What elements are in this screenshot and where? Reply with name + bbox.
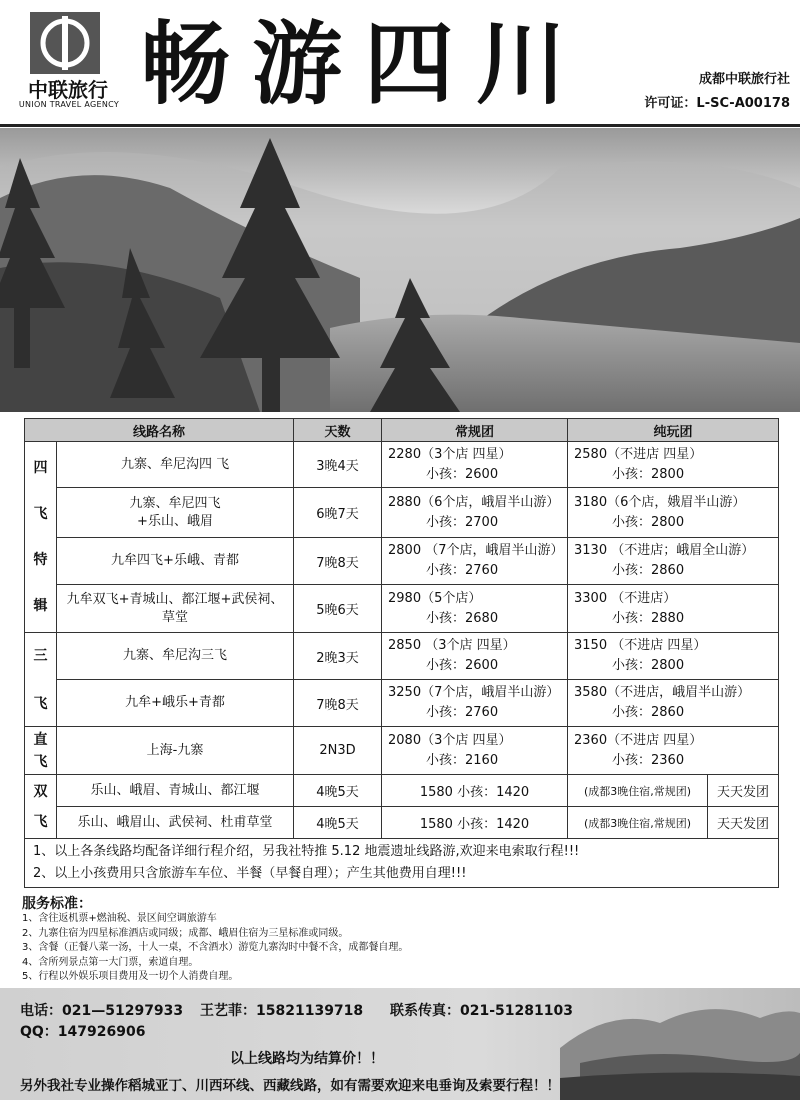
services-list	[22, 912, 782, 985]
pure-price: (成都3晚住宿,常规团)	[568, 807, 708, 839]
route-days: 2N3D	[294, 727, 382, 775]
col-route: 线路名称	[25, 419, 294, 442]
table-header-row	[25, 419, 779, 442]
col-pure: 纯玩团	[568, 419, 779, 442]
regular-price: 1580 小孩：1420	[382, 775, 568, 807]
route-name: 九寨、牟尼沟三飞	[57, 633, 294, 680]
regular-price: 2800 （7个店，峨眉半山游） 小孩：2760	[382, 538, 568, 585]
pure-price: 3300 （不进店） 小孩：2880	[568, 585, 779, 633]
agency-name: 成都中联旅行社	[698, 72, 790, 87]
departure-note: 天天发团	[708, 807, 779, 839]
table-row	[25, 442, 779, 488]
settlement-note: 以上线路均为结算价！！	[230, 1051, 384, 1067]
group-label: 双 飞	[25, 775, 57, 839]
pure-price: 2360（不进店 四星） 小孩：2360	[568, 727, 779, 775]
contact-person: 王艺菲：15821139718	[200, 1003, 364, 1019]
table-notes-row	[25, 839, 779, 888]
qq: QQ：147926906	[20, 1024, 146, 1040]
group-label: 三 飞	[25, 633, 57, 727]
route-days: 4晚5天	[294, 807, 382, 839]
page-title: 畅游四川	[140, 11, 588, 117]
table-row	[25, 680, 779, 727]
route-days: 5晚6天	[294, 585, 382, 633]
route-table	[24, 418, 779, 888]
departure-note: 天天发团	[708, 775, 779, 807]
scenic-photo	[0, 128, 800, 412]
route-name: 九牟双飞+青城山、都江堰+武侯祠、 草堂	[57, 585, 294, 633]
route-name: 九寨、牟尼沟四 飞	[57, 442, 294, 488]
group-label: 四 飞 特 辑	[25, 442, 57, 633]
regular-price: 2850 （3个店 四星） 小孩：2600	[382, 633, 568, 680]
regular-price: 2880（6个店，峨眉半山游） 小孩：2700	[382, 488, 568, 538]
pure-price: 3150 （不进店 四星） 小孩：2800	[568, 633, 779, 680]
footer	[0, 988, 800, 1100]
table-row	[25, 585, 779, 633]
table-row	[25, 538, 779, 585]
footer-mountain-image	[560, 988, 800, 1100]
pure-price: 2580（不进店 四星） 小孩：2800	[568, 442, 779, 488]
regular-price: 2080（3个店 四星） 小孩：2160	[382, 727, 568, 775]
route-name: 乐山、峨眉山、武侯祠、杜甫草堂	[57, 807, 294, 839]
table-row	[25, 775, 779, 807]
route-name: 乐山、峨眉、青城山、都江堰	[57, 775, 294, 807]
group-label: 直 飞	[25, 727, 57, 775]
note-line: 2、以上小孩费用只含旅游车车位、半餐（早餐自理）；产生其他费用自理!!!	[33, 866, 467, 881]
license-number: 许可证：L-SC-A00178	[644, 96, 790, 111]
route-days: 2晚3天	[294, 633, 382, 680]
col-regular: 常规团	[382, 419, 568, 442]
route-name: 九牟四飞+乐峨、青都	[57, 538, 294, 585]
route-name: 上海-九寨	[57, 727, 294, 775]
phone: 电话：021—51297933	[20, 1003, 184, 1019]
logo-subtitle: UNION TRAVEL AGENCY	[18, 100, 120, 109]
regular-price: 2980（5个店） 小孩：2680	[382, 585, 568, 633]
route-days: 3晚4天	[294, 442, 382, 488]
pure-price: 3580（不进店，峨眉半山游） 小孩：2860	[568, 680, 779, 727]
table-notes	[25, 839, 779, 888]
extra-routes-note: 另外我社专业操作稻城亚丁、川西环线、西藏线路，如有需要欢迎来电垂询及索要行程！！	[20, 1078, 560, 1094]
services-title: 服务标准：	[22, 896, 92, 912]
fax: 联系传真：021-51281103	[390, 1003, 573, 1019]
list-item: 4、含所列景点第一大门票，索道自理。	[22, 956, 199, 968]
route-days: 7晚8天	[294, 680, 382, 727]
table-row	[25, 727, 779, 775]
list-item: 2、九寨住宿为四星标准酒店或同级；成都、峨眉住宿为三星标准或同级。	[22, 927, 349, 939]
route-days: 6晚7天	[294, 488, 382, 538]
col-days: 天数	[294, 419, 382, 442]
list-item: 5、行程以外娱乐项目费用及一切个人消费自理。	[22, 971, 239, 982]
regular-price: 2280（3个店 四星） 小孩：2600	[382, 442, 568, 488]
list-item: 1、含往返机票+燃油税、景区间空调旅游车	[22, 913, 217, 924]
logo-icon	[30, 12, 100, 74]
header	[0, 0, 800, 127]
pure-price: (成都3晚住宿,常规团)	[568, 775, 708, 807]
logo-text: 中联旅行	[28, 78, 108, 102]
regular-price: 1580 小孩：1420	[382, 807, 568, 839]
list-item: 3、含餐（正餐八菜一汤，十人一桌，不含酒水）游览九寨沟时中餐不含，成都餐自理。	[22, 942, 409, 953]
route-days: 7晚8天	[294, 538, 382, 585]
note-line: 1、以上各条线路均配备详细行程介绍，另我社特推 5.12 地震遗址线路游,欢迎来电索取行程!!!	[33, 844, 580, 859]
pure-price: 3130 （不进店；峨眉全山游） 小孩：2860	[568, 538, 779, 585]
route-days: 4晚5天	[294, 775, 382, 807]
route-name: 九牟+峨乐+青都	[57, 680, 294, 727]
pure-price: 3180（6个店，娥眉半山游） 小孩：2800	[568, 488, 779, 538]
table-row	[25, 633, 779, 680]
table-row	[25, 807, 779, 839]
route-name: 九寨、牟尼四飞 +乐山、峨眉	[57, 488, 294, 538]
regular-price: 3250（7个店，峨眉半山游） 小孩：2760	[382, 680, 568, 727]
table-row	[25, 488, 779, 538]
